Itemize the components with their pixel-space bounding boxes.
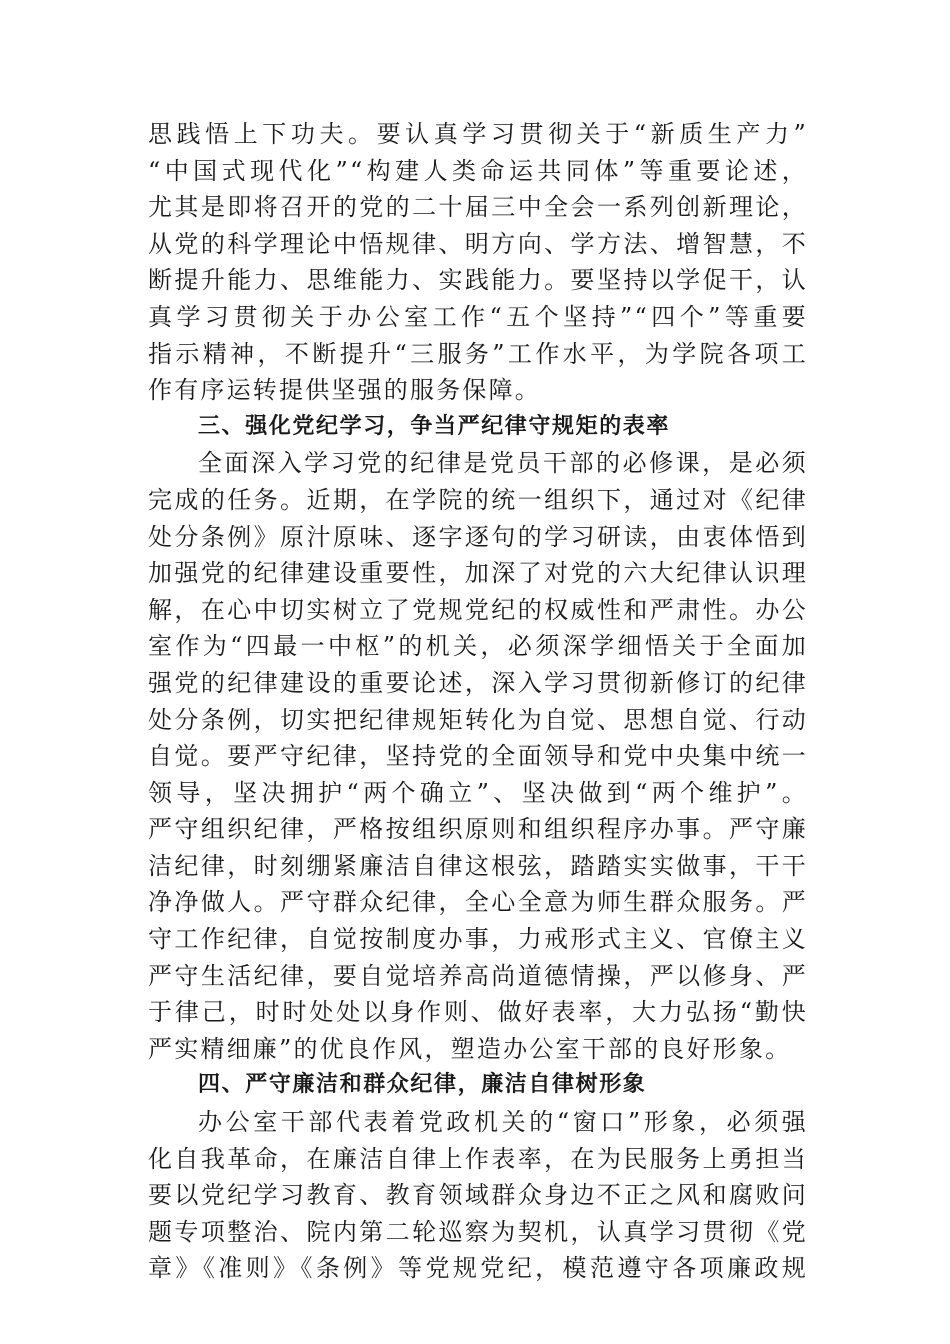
paragraph-line: 断提升能力、思维能力、实践能力。要坚持以学促干，认 [148,266,808,295]
paragraph-line: 全面深入学习党的纪律是党员干部的必修课，是必须 [198,449,808,478]
paragraph-line: 真学习贯彻关于办公室工作“五个坚持”“四个”等重要 [148,302,808,331]
paragraph-line: 自觉。要严守纪律，坚持党的全面领导和党中央集中统一 [148,742,808,771]
paragraph-line: 严实精细廉”的优良作风，塑造办公室干部的良好形象。 [148,1034,792,1063]
paragraph-line: 完成的任务。近期，在学院的统一组织下，通过对《纪律 [148,485,808,514]
paragraph-line: 思践悟上下功夫。要认真学习贯彻关于“新质生产力” [148,120,808,148]
paragraph-line: 加强党的纪律建设重要性，加深了对党的六大纪律认识理 [148,559,808,588]
paragraph-line: 办公室干部代表着党政机关的“窗口”形象，必须强 [198,1108,808,1137]
paragraph-line: 章》《准则》《条例》等党规党纪，模范遵守各项廉政规 [148,1254,808,1283]
paragraph-line: “中国式现代化”“构建人类命运共同体”等重要论述， [148,156,808,185]
document-body [148,116,808,1287]
paragraph-line: 于律己，时时处处以身作则、做好表率，大力弘扬“勤快 [148,998,808,1027]
paragraph-line: 严守组织纪律，严格按组织原则和组织程序办事。严守廉 [148,815,808,844]
paragraph-line: 处分条例，切实把纪律规矩转化为自觉、思想自觉、行动 [148,705,808,734]
paragraph-line: 守工作纪律，自觉按制度办事，力戒形式主义、官僚主义 [148,925,808,954]
paragraph-line: 室作为“四最一中枢”的机关，必须深学细悟关于全面加 [148,632,808,661]
paragraph-line: 净净做人。严守群众纪律，全心全意为师生群众服务。严 [148,888,808,917]
paragraph-line: 处分条例》原汁原味、逐字逐句的学习研读，由衷体悟到 [148,522,808,551]
section-heading: 四、严守廉洁和群众纪律，廉洁自律树形象 [198,1072,647,1098]
paragraph-line: 领导，坚决拥护“两个确立”、坚决做到“两个维护”。 [148,778,808,807]
paragraph-line: 化自我革命，在廉洁自律上作表率，在为民服务上勇担当 [148,1144,808,1173]
section-heading: 三、强化党纪学习，争当严纪律守规矩的表率 [198,413,671,439]
paragraph-line: 解，在心中切实树立了党规党纪的权威性和严肃性。办公 [148,595,808,624]
paragraph-line: 指示精神，不断提升“三服务”工作水平，为学院各项工 [148,339,808,368]
paragraph-line: 强党的纪律建设的重要论述，深入学习贯彻新修订的纪律 [148,668,808,697]
paragraph-line: 题专项整治、院内第二轮巡察为契机，认真学习贯彻《党 [148,1217,808,1246]
paragraph-line: 洁纪律，时刻绷紧廉洁自律这根弦，踏踏实实做事，干干 [148,851,808,880]
paragraph-line: 从党的科学理论中悟规律、明方向、学方法、增智慧，不 [148,229,808,258]
paragraph-line: 要以党纪学习教育、教育领域群众身边不正之风和腐败问 [148,1181,808,1210]
paragraph-line: 尤其是即将召开的党的二十届三中全会一系列创新理论， [148,193,808,222]
paragraph-line: 严守生活纪律，要自觉培养高尚道德情操，严以修身、严 [148,961,808,990]
paragraph-line: 作有序运转提供坚强的服务保障。 [148,376,541,405]
